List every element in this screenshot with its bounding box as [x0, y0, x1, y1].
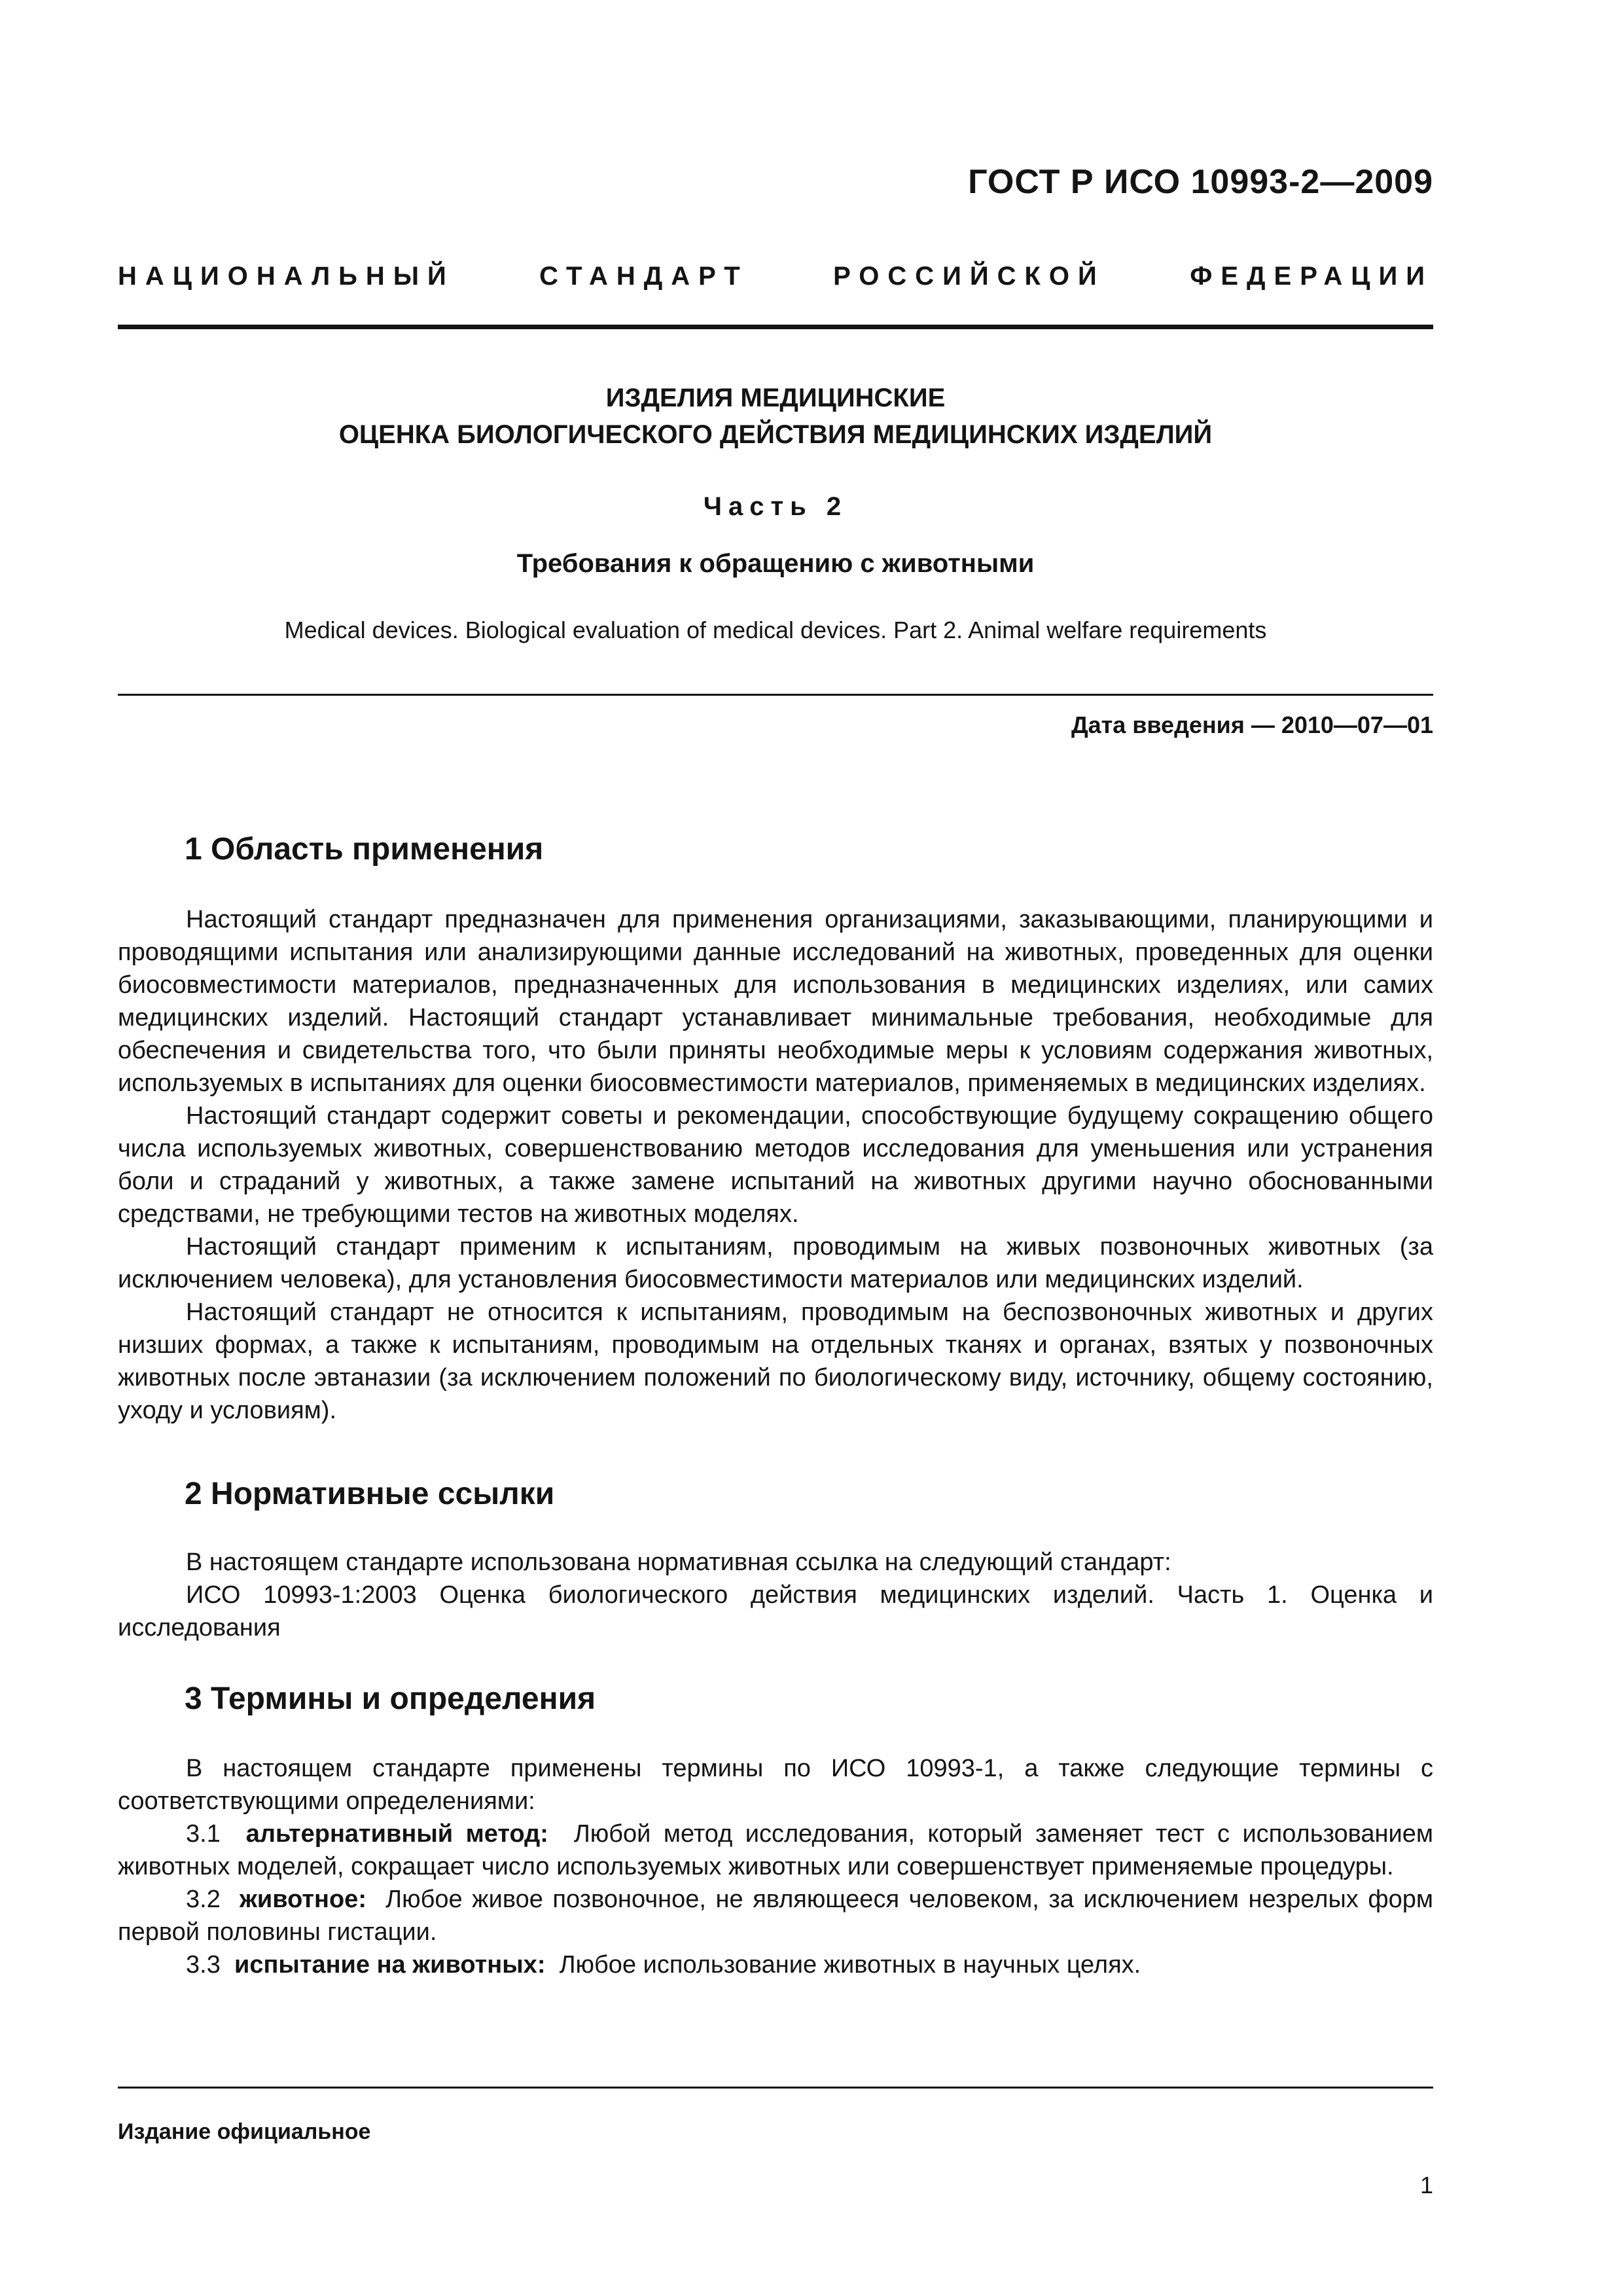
- section-2-heading: 2 Нормативные ссылки: [185, 1477, 555, 1511]
- title-block: [118, 380, 1433, 644]
- section-1-body: [118, 903, 1433, 1427]
- title-line-2: ОЦЕНКА БИОЛОГИЧЕСКОГО ДЕЙСТВИЯ МЕДИЦИНСКИХ ИЗДЕЛИЙ: [338, 420, 1213, 449]
- term-number: 3.3: [186, 1951, 221, 1979]
- term-definition: [118, 1883, 1433, 1948]
- header-divider: [118, 325, 1433, 329]
- paragraph: Настоящий стандарт не относится к испытаниям, проводимым на беспозвоночных животных и других низших формах, а также к испытаниям, проводимым на отдельных тканях и органах, взятых у позвоночных животных после эвтаназии (за исключением положений по биологическому виду, источнику, общему состоянию, уходу и условиям).: [118, 1299, 1433, 1424]
- banner-word: СТАНДАРТ: [539, 262, 749, 291]
- banner-word: ФЕДЕРАЦИИ: [1190, 262, 1433, 291]
- term-name: испытание на животных:: [234, 1951, 546, 1979]
- part-subtitle: Требования к обращению с животными: [516, 549, 1035, 578]
- banner-word: РОССИЙСКОЙ: [833, 262, 1105, 291]
- term-name: альтернативный метод:: [245, 1820, 548, 1848]
- document-number: ГОСТ Р ИСО 10993-2—2009: [968, 163, 1433, 201]
- section-2-body: [118, 1546, 1433, 1644]
- paragraph: В настоящем стандарте использована нормативная ссылка на следующий стандарт:: [186, 1549, 1171, 1576]
- page-number: 1: [1419, 2172, 1433, 2198]
- term-number: 3.2: [186, 1886, 221, 1913]
- term-text: Любой метод исследования, который заменяет тест с использованием животных моделей, сокращает число используемых животных или совершенствует применяемые процедуры.: [118, 1820, 1434, 1880]
- english-title: Medical devices. Biological evaluation of medical devices. Part 2. Animal welfare requirements: [284, 617, 1267, 643]
- footer-divider: [118, 2087, 1433, 2089]
- paragraph: Настоящий стандарт применим к испытаниям, проводимым на живых позвоночных животных (за исключением человека), для установления биосовместимости материалов или медицинских изделий.: [118, 1233, 1433, 1293]
- paragraph: Настоящий стандарт содержит советы и рекомендации, способствующие будущему сокращению общего числа используемых животных, совершенствованию методов исследования для уменьшения или устранения боли и страданий у животных, а также замене испытаний на животных другими научно обоснованными средствами, не требующими тестов на животных моделях.: [118, 1102, 1433, 1228]
- normative-reference: ИСО 10993-1:2003 Оценка биологического действия медицинских изделий. Часть 1. Оценка и исследования: [118, 1581, 1433, 1641]
- term-text: Любое живое позвоночное, не являющееся человеком, за исключением незрелых форм первой половины гистации.: [118, 1886, 1433, 1946]
- part-label: Часть 2: [703, 492, 848, 521]
- term-text: Любое использование животных в научных целях.: [559, 1951, 1141, 1979]
- section-3-body: [118, 1752, 1433, 1981]
- term-number: 3.1: [186, 1820, 221, 1848]
- paragraph: В настоящем стандарте применены термины по ИСО 10993-1, а также следующие термины с соответствующими определениями:: [118, 1755, 1433, 1815]
- section-1-heading: 1 Область применения: [185, 832, 544, 867]
- banner-word: НАЦИОНАЛЬНЫЙ: [118, 262, 455, 291]
- edition-label: Издание официальное: [118, 2119, 371, 2144]
- section-3-heading: 3 Термины и определения: [185, 1681, 596, 1716]
- term-name: животное:: [239, 1886, 366, 1913]
- paragraph: Настоящий стандарт предназначен для применения организациями, заказывающими, планирующими и проводящими испытания или анализирующими данные исследований на животных, проведенных для оценки биосовместимости материалов, предназначенных для использования в медицинских изделиях, или самих медицинских изделий. Настоящий стандарт устанавливает минимальные требования, необходимые для обеспечения и свидетельства того, что были приняты необходимые меры к условиям содержания животных, используемых в испытаниях для оценки биосовместимости материалов, применяемых в медицинских изделиях.: [118, 906, 1433, 1097]
- title-divider: [118, 694, 1433, 696]
- term-definition: [118, 1818, 1433, 1883]
- term-definition: [118, 1948, 1433, 1981]
- introduction-date: Дата введения — 2010—07—01: [1071, 711, 1433, 738]
- national-standard-banner: [118, 262, 1433, 291]
- title-line-1: ИЗДЕЛИЯ МЕДИЦИНСКИЕ: [605, 384, 946, 412]
